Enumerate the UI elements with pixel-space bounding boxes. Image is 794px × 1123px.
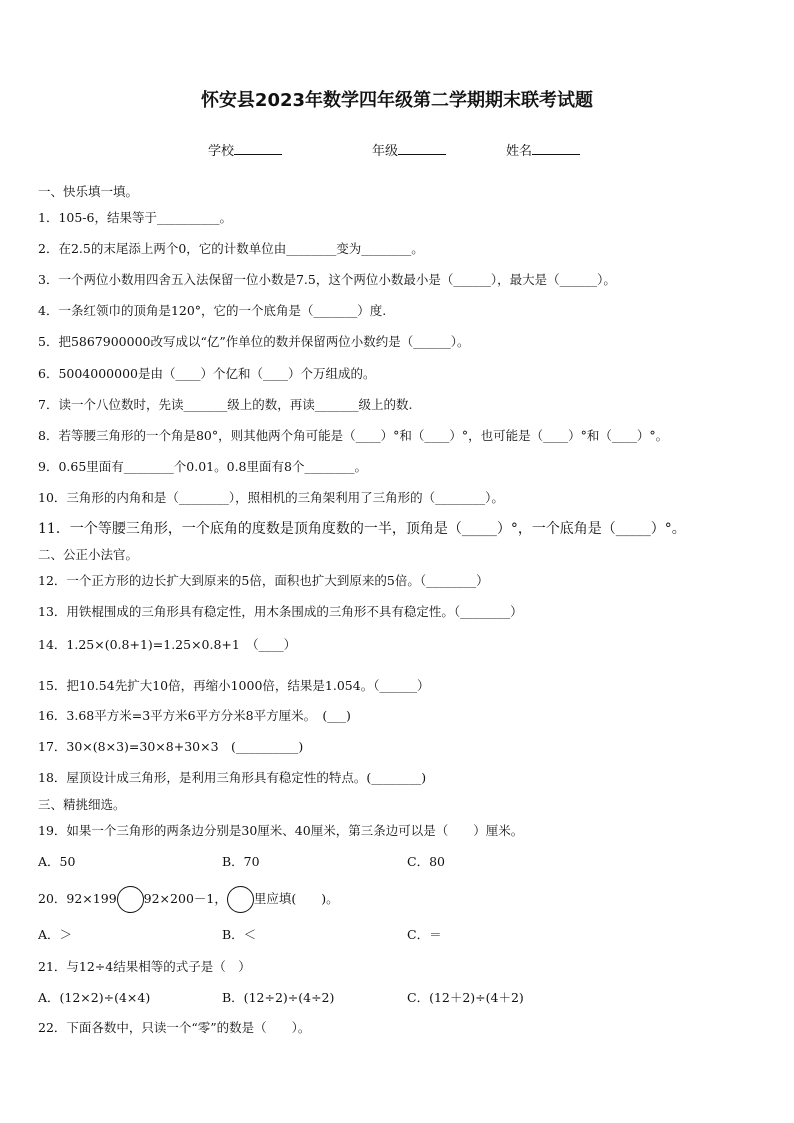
question-18: 18．屋顶设计成三角形，是利用三角形具有稳定性的特点。(________) bbox=[38, 770, 427, 785]
compare-circle-2 bbox=[227, 886, 254, 913]
q21-option-b[interactable]: B．(12÷2)÷(4÷2) bbox=[222, 990, 335, 1005]
grade-field[interactable] bbox=[372, 140, 446, 159]
question-19: 19．如果一个三角形的两条边分别是30厘米、40厘米，第三条边可以是（ ）厘米。 bbox=[38, 823, 524, 838]
question-16: 16．3.68平方米=3平方米6平方分米8平方厘米。 (___) bbox=[38, 708, 351, 723]
q20-option-a[interactable]: A．＞ bbox=[38, 927, 73, 942]
question-21: 21．与12÷4结果相等的式子是（ ） bbox=[38, 959, 251, 974]
q19-option-a[interactable]: A．50 bbox=[38, 854, 76, 869]
question-11: 11．一个等腰三角形，一个底角的度数是顶角度数的一半，顶角是（_____）°，一个底角是（_____）°。 bbox=[38, 521, 686, 537]
school-blank[interactable] bbox=[234, 142, 282, 155]
question-8: 8．若等腰三角形的一个角是80°，则其他两个角可能是（____）°和（____）°，也可能是（____）°和（____）°。 bbox=[38, 428, 669, 443]
q21-option-c[interactable]: C．(12＋2)÷(4＋2) bbox=[407, 990, 524, 1005]
section-heading-1: 一、快乐填一填。 bbox=[38, 184, 139, 199]
question-20 bbox=[38, 889, 339, 907]
q21-option-a[interactable]: A．(12×2)÷(4×4) bbox=[38, 990, 151, 1005]
compare-circle-1 bbox=[117, 886, 144, 913]
question-1: 1．105-6，结果等于__________。 bbox=[38, 210, 232, 225]
q20-option-b[interactable]: B．＜ bbox=[222, 927, 257, 942]
q20-part-b: 92×200－1， bbox=[143, 891, 227, 906]
question-7: 7．读一个八位数时，先读_______级上的数，再读_______级上的数. bbox=[38, 397, 413, 412]
question-10: 10．三角形的内角和是（________），照相机的三角架利用了三角形的（________）。 bbox=[38, 490, 504, 505]
school-label: 学校 bbox=[208, 144, 235, 159]
question-3: 3．一个两位小数用四舍五入法保留一位小数是7.5，这个两位小数最小是（______），最大是（______）。 bbox=[38, 272, 616, 287]
question-5: 5．把5867900000改写成以“亿”作单位的数并保留两位小数约是（______）。 bbox=[38, 334, 470, 349]
q19-option-b[interactable]: B．70 bbox=[222, 854, 260, 869]
question-22: 22．下面各数中，只读一个“零”的数是（ ）。 bbox=[38, 1020, 311, 1035]
section-heading-2: 二、公正小法官。 bbox=[38, 547, 139, 562]
q20-option-c[interactable]: C．＝ bbox=[407, 927, 442, 942]
question-15: 15．把10.54先扩大10倍，再缩小1000倍，结果是1.054。（______） bbox=[38, 678, 430, 693]
question-12: 12．一个正方形的边长扩大到原来的5倍，面积也扩大到原来的5倍。（________） bbox=[38, 573, 489, 588]
section-heading-3: 三、精挑细选。 bbox=[38, 797, 126, 812]
name-field[interactable] bbox=[506, 140, 580, 159]
name-label: 姓名 bbox=[506, 144, 533, 159]
question-4: 4．一条红领巾的顶角是120°，它的一个底角是（_______）度. bbox=[38, 303, 387, 318]
grade-blank[interactable] bbox=[398, 142, 446, 155]
q20-part-c: 里应填( )。 bbox=[253, 891, 339, 906]
page-title: 怀安县2023年数学四年级第二学期期末联考试题 bbox=[200, 90, 594, 111]
question-13: 13．用铁棍围成的三角形具有稳定性，用木条围成的三角形不具有稳定性。（________） bbox=[38, 604, 523, 619]
question-2: 2．在2.5的末尾添上两个0，它的计数单位由________变为________。 bbox=[38, 241, 424, 256]
name-blank[interactable] bbox=[532, 142, 580, 155]
grade-label: 年级 bbox=[372, 144, 399, 159]
question-9: 9．0.65里面有________个0.01。0.8里面有8个________。 bbox=[38, 459, 367, 474]
q20-part-a: 20．92×199 bbox=[38, 891, 117, 906]
question-14: 14．1.25×(0.8+1)=1.25×0.8+1 （____） bbox=[38, 637, 297, 652]
question-6: 6．5004000000是由（____）个亿和（____）个万组成的。 bbox=[38, 366, 376, 381]
school-field[interactable] bbox=[208, 140, 282, 159]
q19-option-c[interactable]: C．80 bbox=[407, 854, 445, 869]
question-17: 17．30×(8×3)=30×8+30×3 (__________) bbox=[38, 739, 304, 754]
